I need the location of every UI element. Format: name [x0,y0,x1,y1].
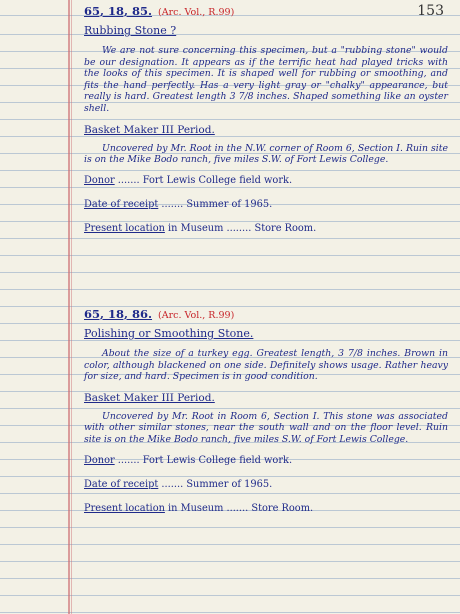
specimen-description: About the size of a turkey egg. Greatest length, 3 7/8 inches. Brown in color, although blackened on one side. Definitely shows usage. Rather heavy for size, and hard. Specimen is in good condition. [84,348,448,383]
entry-header [84,3,448,20]
location-note: Uncovered by Mr. Root in the N.W. corner of Room 6, Section I. Ruin site is on the Mike Bodo ranch, five miles S.W. of Fort Lewis College. [84,142,448,166]
page-number: 153 [417,3,444,19]
date-field: Date of receipt ....... Summer of 1965. [84,478,273,490]
present-location-value: in Museum ........ Store Room. [168,222,317,234]
present-location-field [84,500,448,517]
date-label: Date of receipt [84,478,159,490]
entry-fields [84,452,448,517]
catalog-entry-1 [84,3,448,237]
donor-value: Fort Lewis College field work. [142,174,293,186]
date-label: Date of receipt [84,198,159,210]
date-value: Summer of 1965. [186,198,273,210]
catalog-number: 65, 18, 85. [84,4,153,18]
margin-rule-inner [71,0,72,614]
location-note: Uncovered by Mr. Root in Room 6, Section I. This stone was associated with other similar stones, near the south wall and on the floor level. Ruin site is on the Mike Bodo ranch, five miles S.W. of Fort Lewis College. [84,410,448,445]
margin-rule [68,0,70,614]
catalog-entry-2 [84,306,448,517]
present-location-value: in Museum ....... Store Room. [168,502,314,514]
donor-label: Donor [84,174,115,186]
donor-label: Donor [84,454,115,466]
period-heading: Basket Maker III Period. [84,123,215,136]
donor-value: Fort Lewis College field work. [142,454,293,466]
donor-field: Donor ....... Fort Lewis College field work. [84,454,293,466]
specimen-description: We are not sure concerning this specimen, but a "rubbing stone" would be our designation. It appears as if the terrific heat had played tricks with the looks of this specimen. It is shaped well for rubbing or smoothing, and fits the hand perfectly. Has a very light gray or "chalky" appearance, but really is hard. Greatest length 3 7/8 inches. Shaped something like an oyster shell. [84,45,448,114]
date-field: Date of receipt ....... Summer of 1965. [84,198,273,210]
entry-header [84,306,448,323]
donor-field: Donor ....... Fort Lewis College field work. [84,174,293,186]
reference-note: (Arc. Vol., R.99) [158,7,235,18]
present-location-field [84,220,448,237]
catalog-number: 65, 18, 86. [84,307,153,321]
present-location-label: Present location [84,222,165,234]
reference-note: (Arc. Vol., R.99) [158,310,235,321]
specimen-title: Polishing or Smoothing Stone. [84,327,254,340]
date-value: Summer of 1965. [186,478,273,490]
present-location-label: Present location [84,502,165,514]
specimen-title: Rubbing Stone ? [84,24,177,37]
period-heading: Basket Maker III Period. [84,391,215,404]
entry-fields [84,172,448,237]
